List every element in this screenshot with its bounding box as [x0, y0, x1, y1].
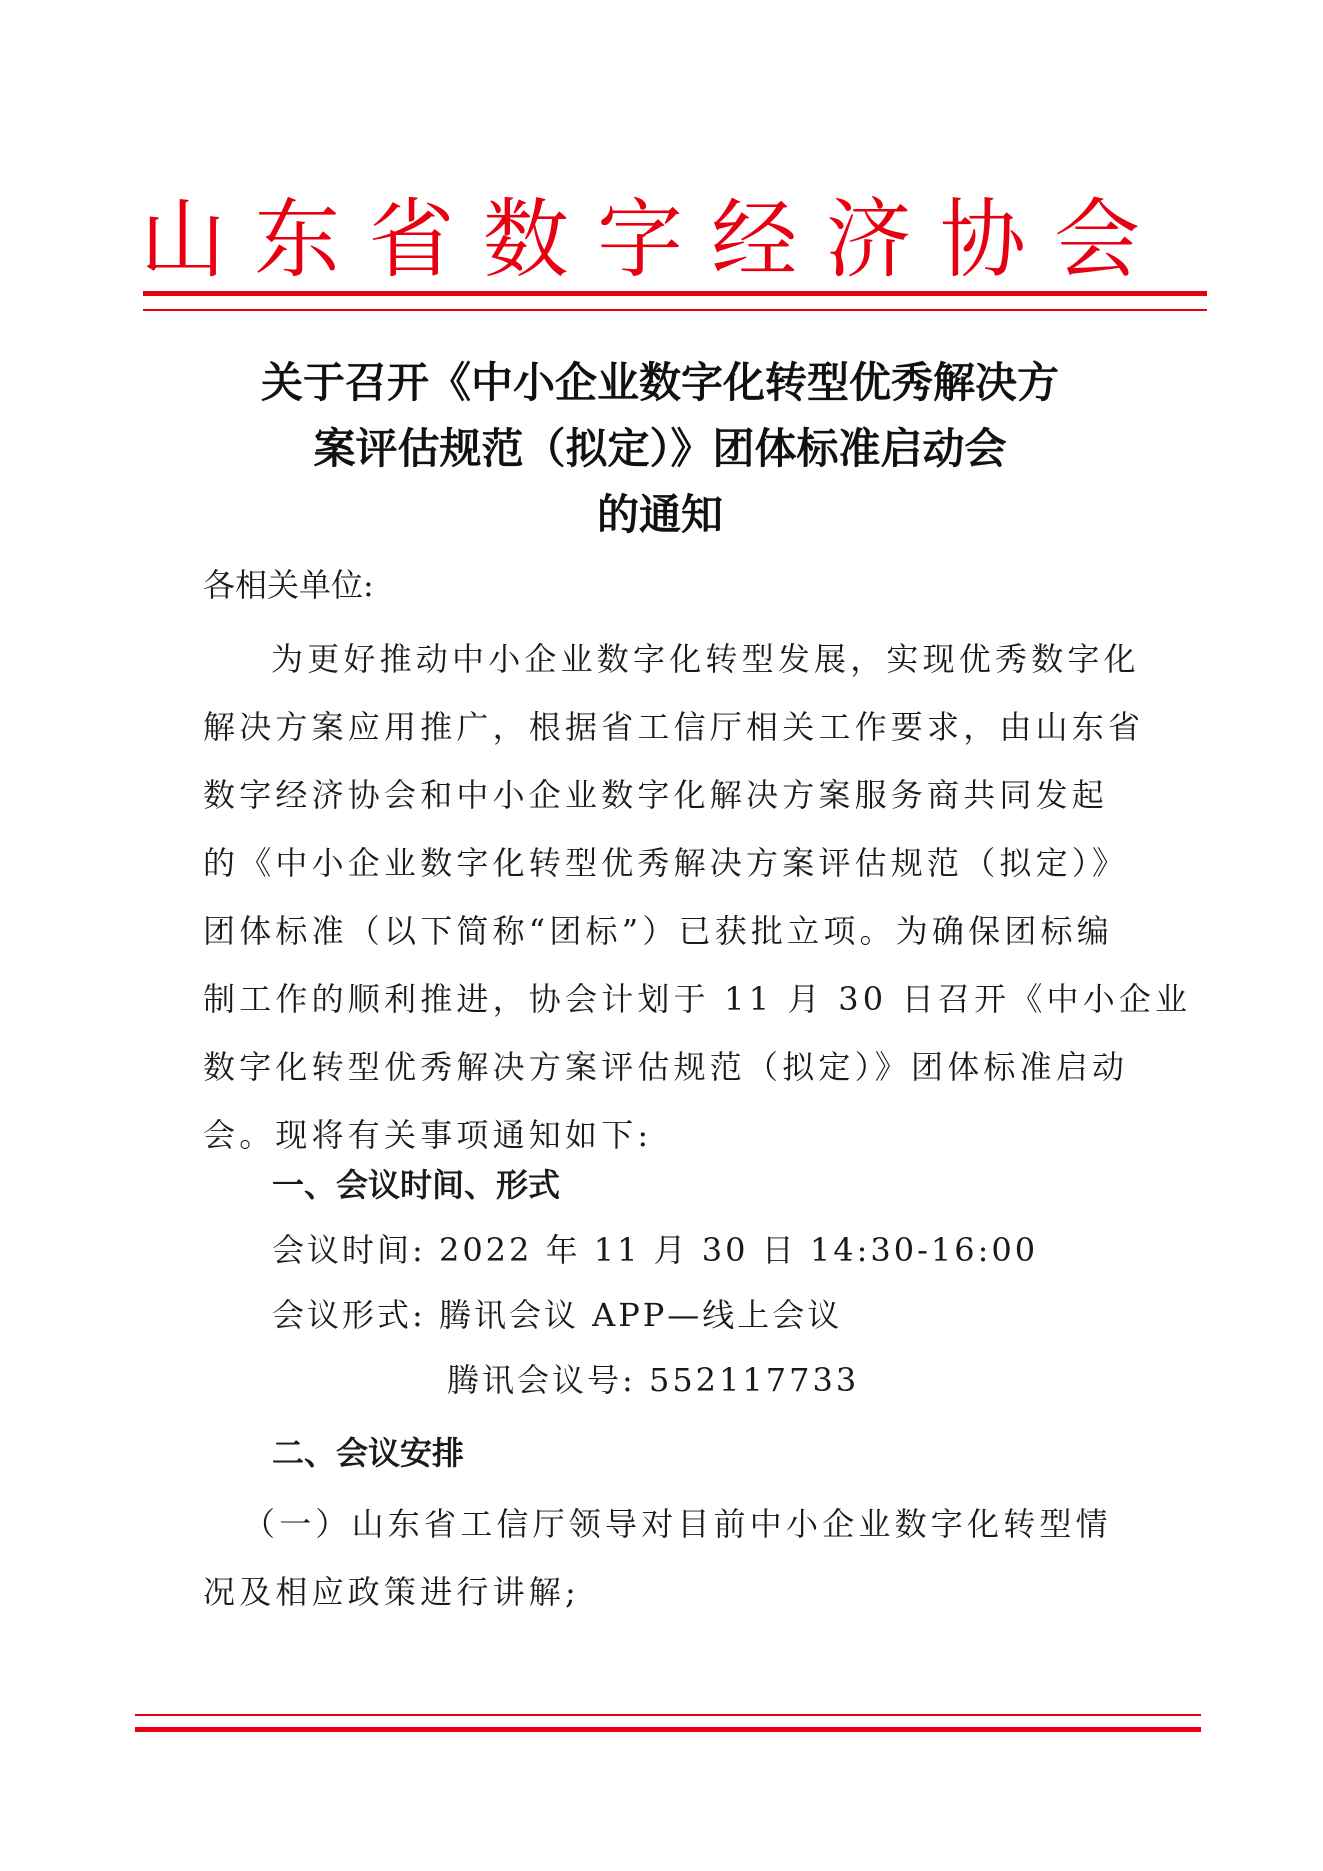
paragraph-line: 解决方案应用推广，根据省工信厅相关工作要求，由山东省	[203, 708, 1145, 746]
title-line: 案评估规范（拟定）》团体标准启动会	[313, 424, 1007, 473]
paragraph-line: （一）山东省工信厅领导对目前中小企业数字化转型情	[243, 1505, 1112, 1543]
org-char: 经	[711, 190, 798, 290]
meeting-id: 腾讯会议号: 552117733	[447, 1361, 860, 1399]
footer-rule-thick	[135, 1727, 1201, 1732]
paragraph-line: 团体标准（以下简称“团标”）已获批立项。为确保团标编	[203, 912, 1113, 950]
paragraph-line: 数字化转型优秀解决方案评估规范（拟定）》团体标准启动	[203, 1048, 1129, 1086]
org-char: 省	[368, 190, 455, 290]
org-char: 字	[597, 190, 683, 290]
org-char: 山	[140, 190, 226, 290]
paragraph-line: 会。现将有关事项通知如下:	[203, 1116, 653, 1154]
document-title	[150, 350, 1170, 548]
paragraph-line: 为更好推动中小企业数字化转型发展，实现优秀数字化	[271, 640, 1140, 678]
org-letterhead	[140, 185, 1140, 295]
salutation: 各相关单位:	[203, 566, 374, 604]
intro-paragraph	[203, 625, 1192, 1169]
header-rule-thick	[143, 291, 1207, 296]
section-heading-arrangement: 二、会议安排	[272, 1434, 465, 1472]
footer-rule-thin	[135, 1714, 1201, 1716]
header-rule-thin	[143, 309, 1207, 311]
paragraph-line: 的《中小企业数字化转型优秀解决方案评估规范（拟定）》	[203, 844, 1129, 882]
org-char: 协	[939, 190, 1026, 290]
paragraph-line: 况及相应政策进行讲解;	[203, 1573, 580, 1611]
title-line: 的通知	[596, 490, 723, 539]
org-char: 济	[825, 190, 912, 290]
org-char: 数	[482, 190, 569, 290]
title-line: 关于召开《中小企业数字化转型优秀解决方	[260, 358, 1059, 407]
meeting-time: 会议时间: 2022 年 11 月 30 日 14:30-16:00	[272, 1231, 1039, 1269]
paragraph-line: 数字经济协会和中小企业数字化解决方案服务商共同发起	[203, 776, 1109, 814]
org-char: 东	[254, 190, 341, 290]
paragraph-line: 制工作的顺利推进，协会计划于 11 月 30 日召开《中小企业	[203, 980, 1192, 1018]
section-heading-time-format: 一、会议时间、形式	[272, 1166, 561, 1204]
meeting-format: 会议形式: 腾讯会议 APP—线上会议	[272, 1296, 843, 1334]
arrangement-item-1	[203, 1490, 1118, 1626]
org-char: 会	[1054, 190, 1140, 290]
